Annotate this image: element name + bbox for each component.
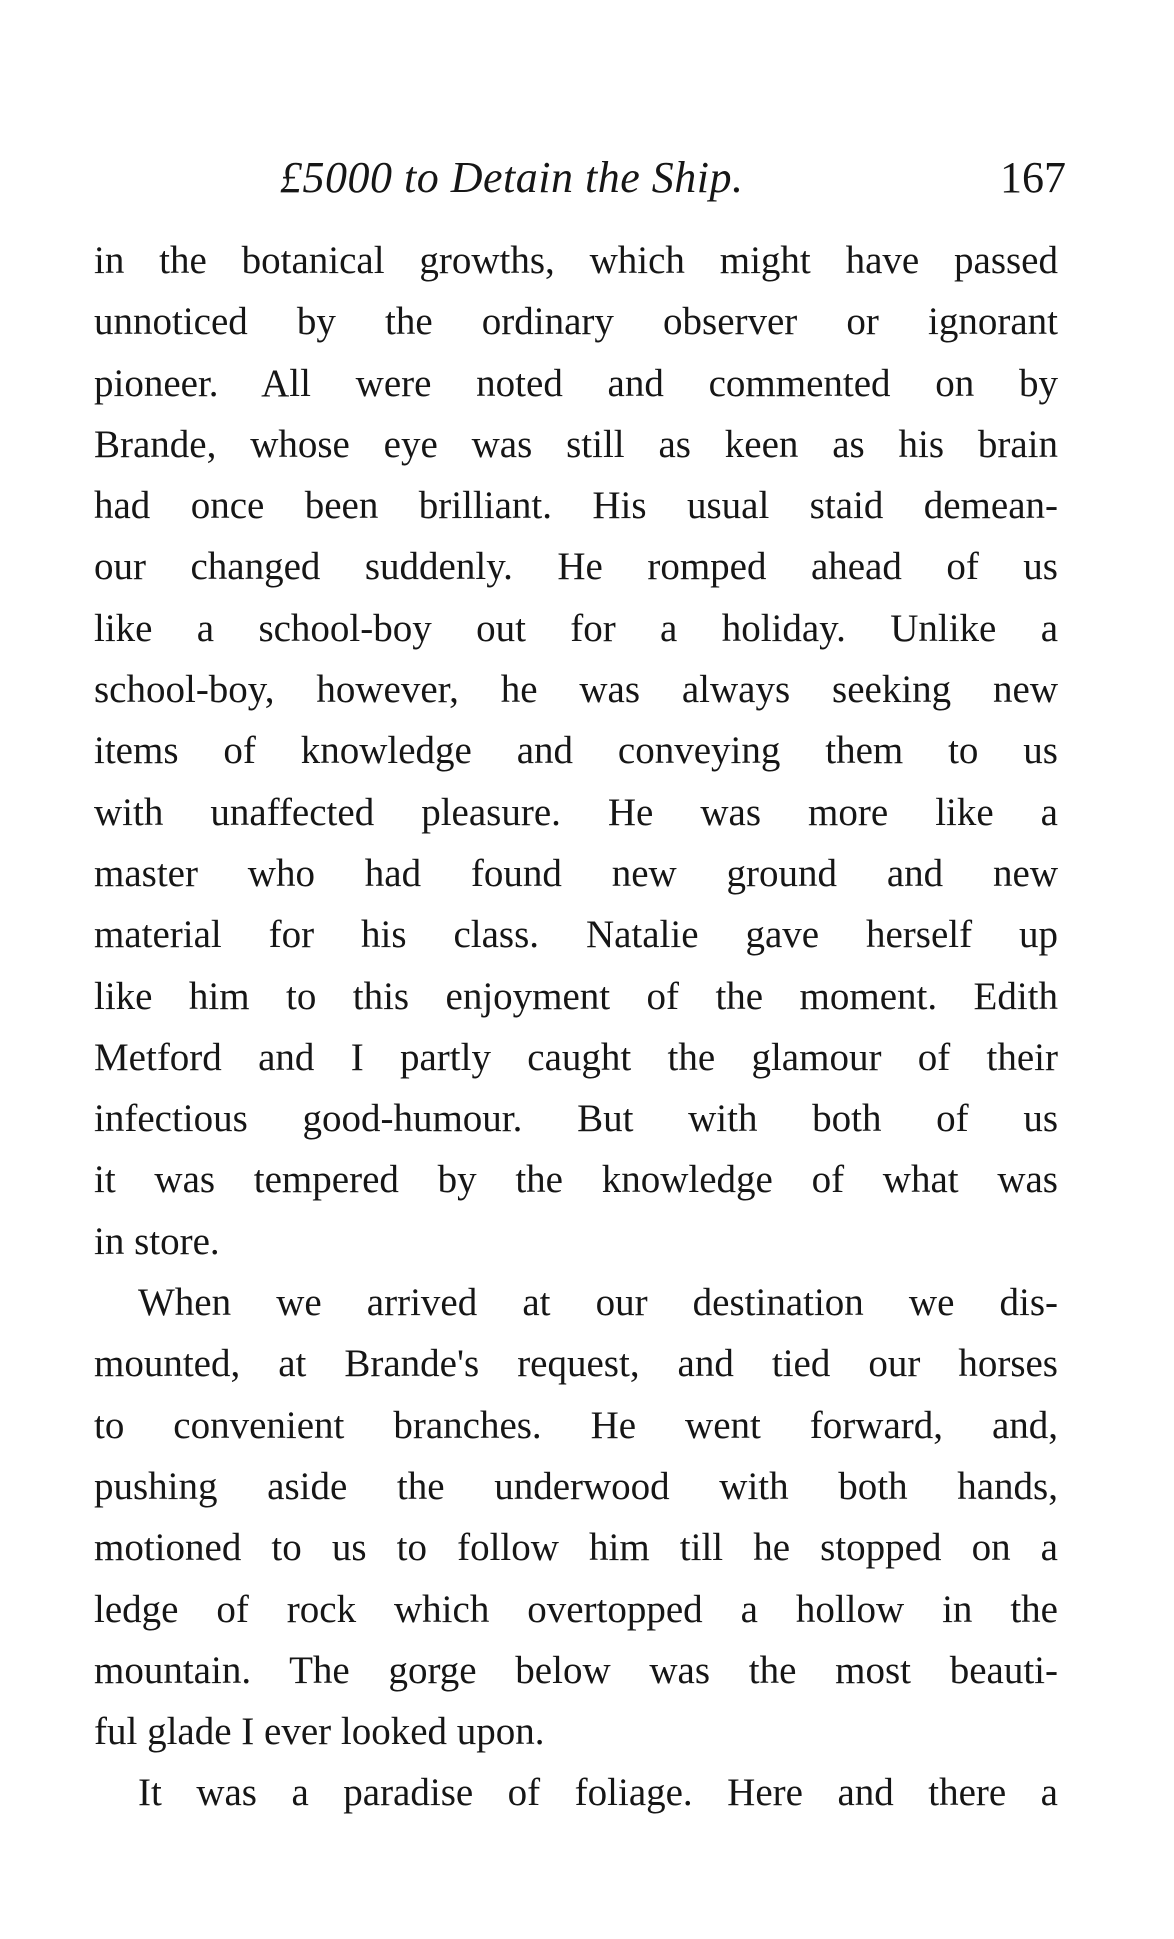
text-line: infectious good-humour. But with both of us <box>94 1097 1058 1141</box>
text-line: motioned to us to follow him till he stopped on a <box>94 1526 1058 1570</box>
text-line: unnoticed by the ordinary observer or ignorant <box>94 300 1058 344</box>
text-line: pioneer. All were noted and commented on by <box>94 361 1058 405</box>
text-line: in the botanical growths, which might have passed <box>94 239 1058 282</box>
body-text <box>94 230 1058 1824</box>
text-line: to convenient branches. He went forward, and, <box>94 1403 1058 1447</box>
page-number: 167 <box>1000 153 1066 202</box>
text-line: It was a paradise of foliage. Here and there a <box>138 1771 1058 1815</box>
text-line: like a school-boy out for a holiday. Unlike a <box>94 606 1058 650</box>
text-line: master who had found new ground and new <box>94 851 1058 895</box>
paragraph-1 <box>94 230 1058 1272</box>
text-line: it was tempered by the knowledge of what was <box>94 1158 1058 1202</box>
text-line: ful glade I ever looked upon. <box>94 1710 545 1754</box>
paragraph-2 <box>94 1272 1058 1762</box>
text-line: school-boy, however, he was always seeking new <box>94 668 1058 712</box>
text-line: material for his class. Natalie gave herself up <box>94 913 1058 957</box>
running-header <box>0 148 1174 208</box>
text-line: mountain. The gorge below was the most beauti- <box>94 1648 1058 1692</box>
text-line: had once been brilliant. His usual staid demean- <box>94 484 1058 528</box>
text-line: Metford and I partly caught the glamour of their <box>94 1035 1058 1079</box>
running-title: £5000 to Detain the Ship. <box>280 153 744 202</box>
text-line: When we arrived at our destination we dis- <box>138 1281 1058 1325</box>
text-line: items of knowledge and conveying them to us <box>94 729 1058 773</box>
text-line: with unaffected pleasure. He was more like a <box>94 790 1058 834</box>
paragraph-3 <box>94 1762 1058 1823</box>
text-line: ledge of rock which overtopped a hollow in the <box>94 1587 1058 1631</box>
text-line: pushing aside the underwood with both hands, <box>94 1464 1058 1508</box>
text-line: our changed suddenly. He romped ahead of us <box>94 545 1058 589</box>
text-line: mounted, at Brande's request, and tied our horses <box>94 1342 1058 1386</box>
text-line: in store. <box>94 1219 220 1263</box>
text-line: Brande, whose eye was still as keen as his brain <box>94 422 1058 466</box>
text-line: like him to this enjoyment of the moment. Edith <box>94 974 1058 1018</box>
